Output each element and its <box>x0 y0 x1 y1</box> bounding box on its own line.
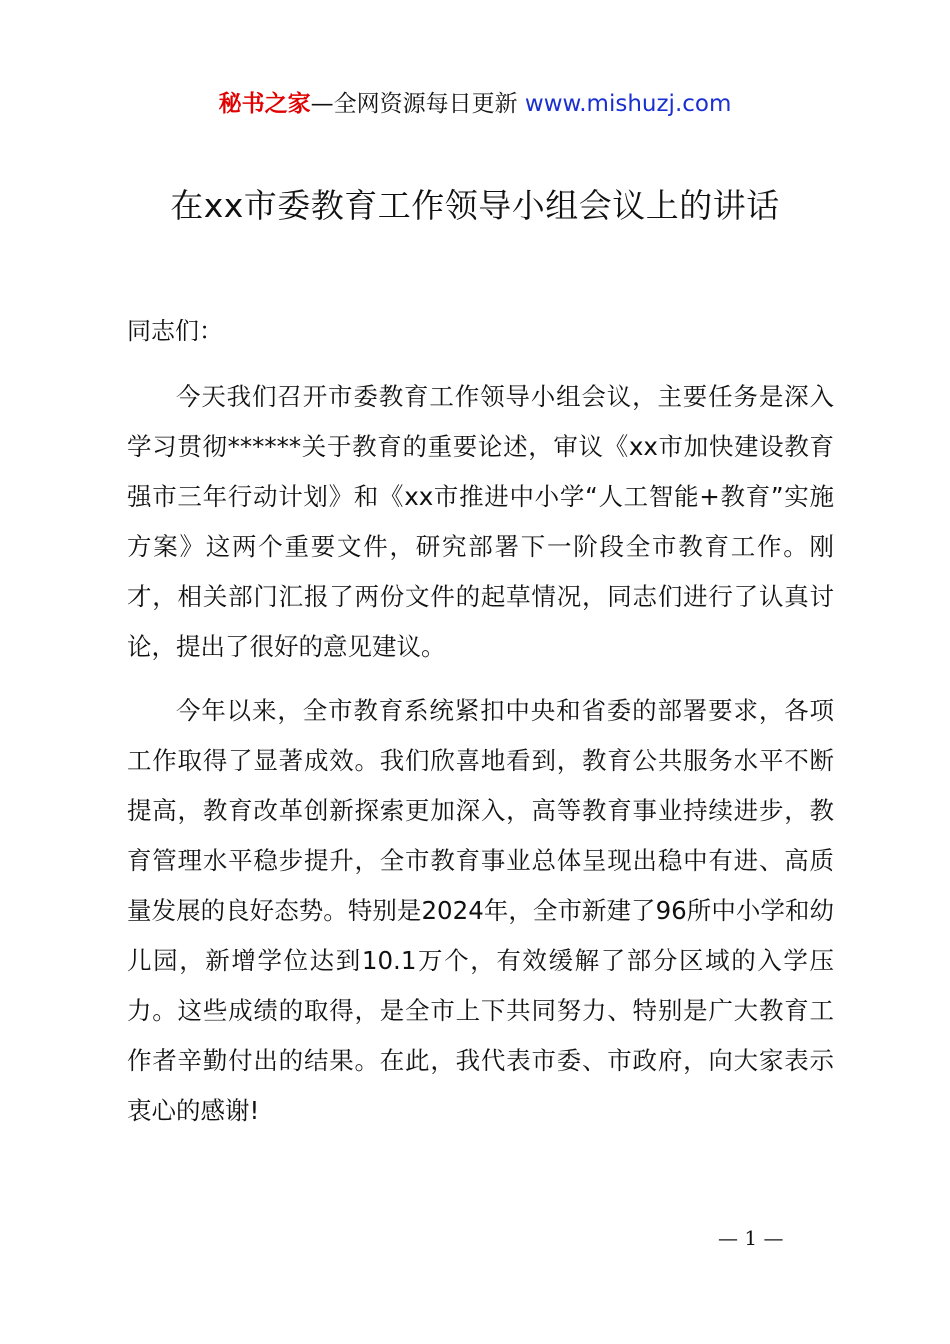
site-tagline: —全网资源每日更新 <box>310 91 525 117</box>
site-header <box>0 88 950 120</box>
paragraph-1: 今天我们召开市委教育工作领导小组会议，主要任务是深入学习贯彻******关于教育的重要论述，审议《xx市加快建设教育强市三年行动计划》和《xx市推进中小学“人工智能+教育”实施方案》这两个重要文件，研究部署下一阶段全市教育工作。刚才，相关部门汇报了两份文件的起草情况，同志们进行了认真讨论，提出了很好的意见建议。 <box>127 382 834 661</box>
site-name: 秘书之家 <box>218 91 311 117</box>
document-body <box>127 372 834 1150</box>
document-title: 在xx市委教育工作领导小组会议上的讲话 <box>170 186 780 225</box>
paragraph-2: 今年以来，全市教育系统紧扣中央和省委的部署要求，各项工作取得了显著成效。我们欣喜地看到，教育公共服务水平不断提高，教育改革创新探索更加深入，高等教育事业持续进步，教育管理水平稳步提升，全市教育事业总体呈现出稳中有进、高质量发展的良好态势。特别是2024年，全市新建了96所中小学和幼儿园，新增学位达到10.1万个，有效缓解了部分区域的入学压力。这些成绩的取得，是全市上下共同努力、特别是广大教育工作者辛勤付出的结果。在此，我代表市委、市政府，向大家表示衷心的感谢! <box>127 696 834 1125</box>
salutation: 同志们： <box>127 317 223 345</box>
page-number: — 1 — <box>718 1226 784 1250</box>
site-url-link[interactable]: www.mishuzj.com <box>524 91 732 117</box>
